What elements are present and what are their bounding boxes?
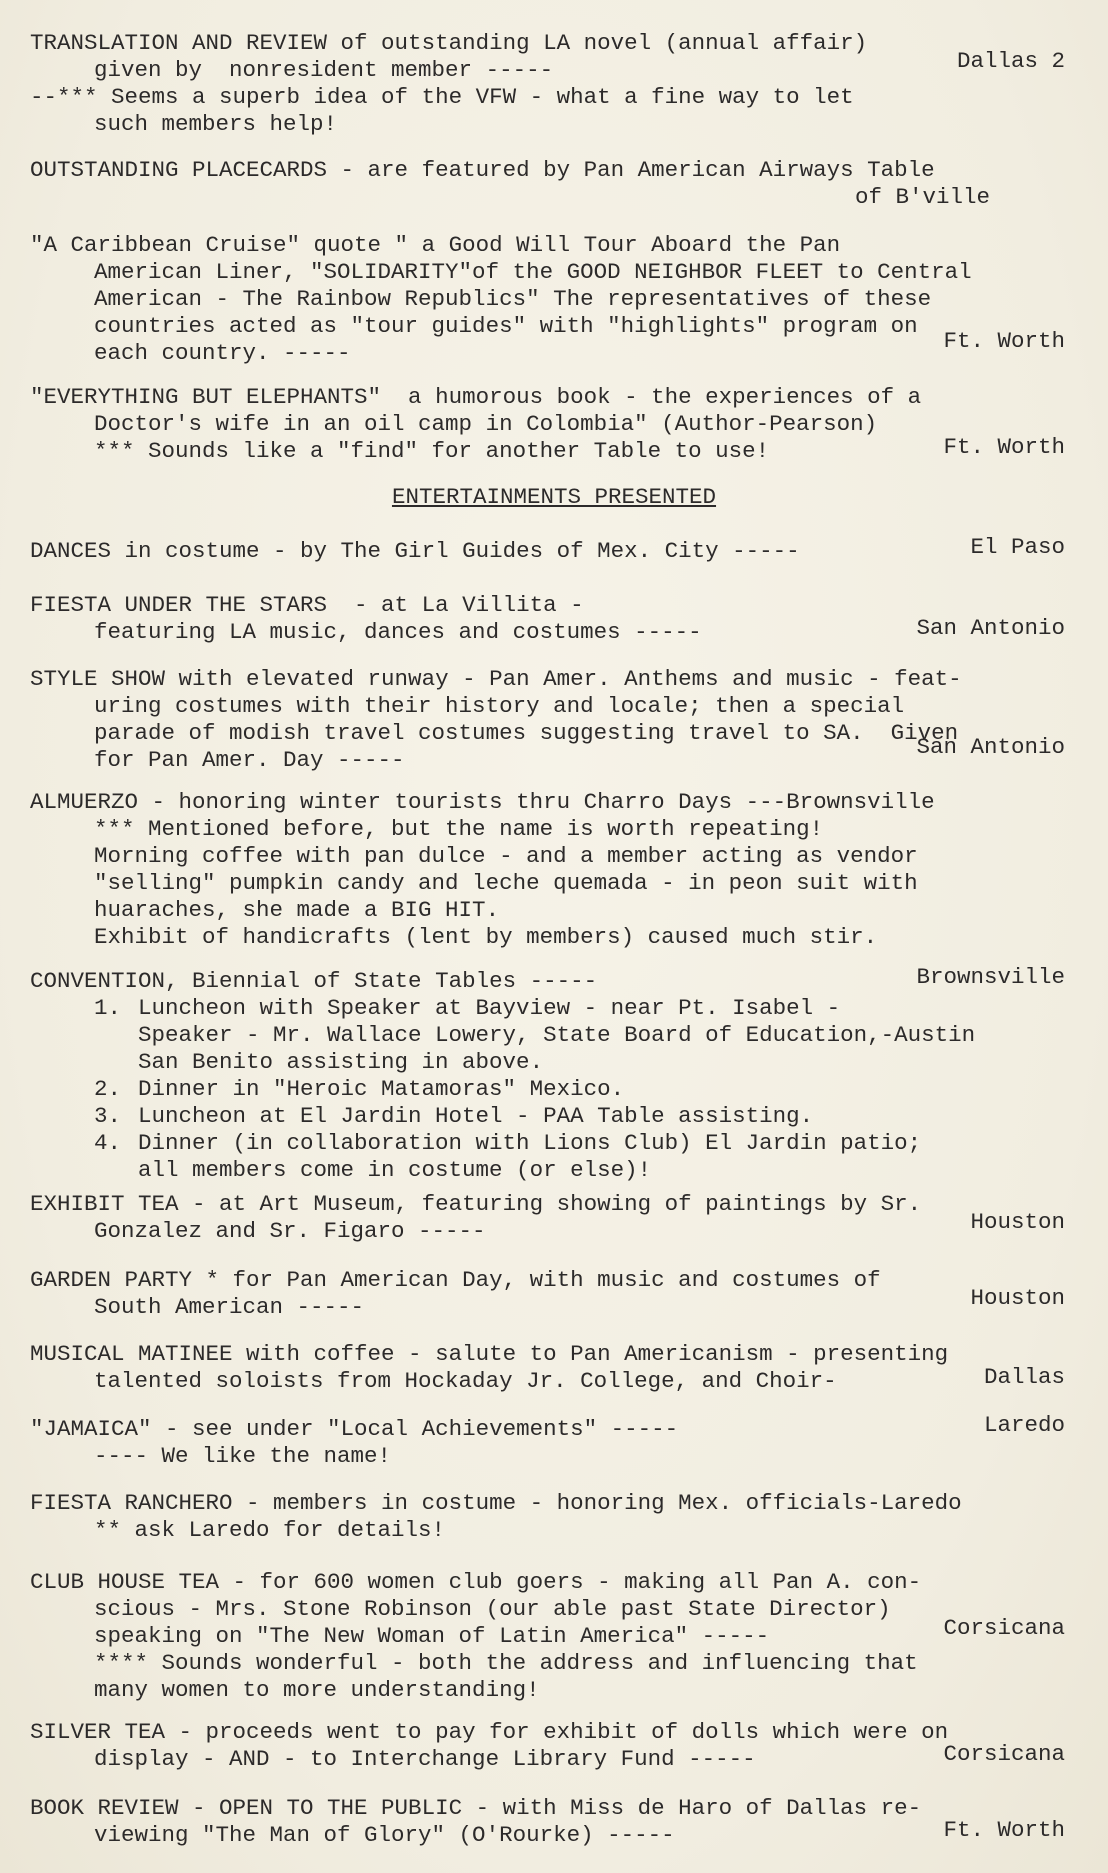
entry-dances [30, 534, 1065, 565]
entry-location: Ft. Worth [943, 328, 1065, 354]
entry-line: South American ----- [94, 1294, 365, 1320]
entry-line: --*** Seems a superb idea of the VFW - what a fine way to let [30, 84, 854, 110]
list-item-text: Luncheon at El Jardin Hotel - PAA Table assisting. [138, 1103, 814, 1129]
entry-line: EXHIBIT TEA - at Art Museum, featuring showing of paintings by Sr. [30, 1191, 922, 1217]
list-item-continuation: all members come in costume (or else)! [138, 1157, 652, 1183]
entry-line: OUTSTANDING PLACECARDS - are featured by Pan American Airways Table [30, 157, 935, 183]
entry-location: Corsicana [943, 1615, 1065, 1641]
entry-location: San Antonio [916, 734, 1065, 760]
entry-line: "JAMAICA" - see under "Local Achievements" ----- [30, 1416, 679, 1442]
entry-location: Ft. Worth [943, 1817, 1065, 1843]
list-item [94, 1103, 1065, 1130]
entry-line: talented soloists from Hockaday Jr. College, and Choir- [94, 1368, 837, 1394]
entry-line: scious - Mrs. Stone Robinson (our able past State Director) [94, 1596, 891, 1622]
entry-line: American - The Rainbow Republics" The representatives of these [94, 286, 932, 312]
entry-silver-tea [30, 1719, 1065, 1773]
entry-location: Dallas [983, 1364, 1065, 1390]
entry-location: Corsicana [943, 1741, 1065, 1767]
entry-line: ** ask Laredo for details! [94, 1517, 446, 1543]
entry-location: San Antonio [916, 615, 1065, 641]
entry-location: Ft. Worth [943, 434, 1065, 460]
list-item-number: 1. [94, 995, 122, 1021]
convention-list [30, 995, 1065, 1184]
entry-line: such members help! [94, 111, 338, 137]
entry-club-house-tea [30, 1569, 1065, 1704]
entry-line: American Liner, "SOLIDARITY"of the GOOD NEIGHBOR FLEET to Central [94, 259, 972, 285]
list-item-continuation: San Benito assisting in above. [138, 1049, 544, 1075]
entry-book-review [30, 1795, 1065, 1849]
entry-line: many women to more understanding! [94, 1677, 540, 1703]
entry-line: STYLE SHOW with elevated runway - Pan Amer. Anthems and music - feat- [30, 666, 962, 692]
entry-line: of B'ville [855, 184, 991, 210]
list-item-text: Dinner (in collaboration with Lions Club) El Jardin patio; [138, 1130, 922, 1156]
entry-line: CONVENTION, Biennial of State Tables ----- [30, 968, 598, 994]
entry-style-show [30, 666, 1065, 774]
section-heading: ENTERTAINMENTS PRESENTED [391, 484, 717, 510]
list-item [94, 1130, 1065, 1157]
entry-line: SILVER TEA - proceeds went to pay for exhibit of dolls which were on [30, 1719, 949, 1745]
entry-line: huaraches, she made a BIG HIT. [94, 897, 500, 923]
entry-line: countries acted as "tour guides" with "highlights" program on [94, 313, 918, 339]
entry-line: FIESTA RANCHERO - members in costume - honoring Mex. officials-Laredo [30, 1490, 962, 1516]
entry-line: ALMUERZO - honoring winter tourists thru Charro Days ---Brownsville [30, 789, 935, 815]
list-item-number: 3. [94, 1103, 122, 1129]
entry-line: viewing "The Man of Glory" (O'Rourke) ----- [94, 1822, 675, 1848]
list-item-continuation: Speaker - Mr. Wallace Lowery, State Board of Education,-Austin [138, 1022, 976, 1048]
entry-line: MUSICAL MATINEE with coffee - salute to Pan Americanism - presenting [30, 1341, 949, 1367]
entry-location: Laredo [983, 1412, 1065, 1438]
entry-line: FIESTA UNDER THE STARS - at La Villita - [30, 592, 584, 618]
entry-line: "EVERYTHING BUT ELEPHANTS" a humorous book - the experiences of a [30, 384, 922, 410]
entry-convention [30, 964, 1065, 1184]
entry-caribbean-cruise [30, 232, 1065, 367]
entry-line: parade of modish travel costumes suggesting travel to SA. Given [94, 720, 959, 746]
entry-garden-party [30, 1267, 1065, 1321]
entry-line: each country. ----- [94, 340, 351, 366]
entry-location: Dallas 2 [956, 48, 1065, 74]
entry-line: speaking on "The New Woman of Latin America" ----- [94, 1623, 770, 1649]
entry-fiesta-under-the-stars [30, 592, 1065, 646]
entry-line: featuring LA music, dances and costumes ----- [94, 619, 702, 645]
entry-line: GARDEN PARTY * for Pan American Day, with music and costumes of [30, 1267, 881, 1293]
list-item-number: 2. [94, 1076, 122, 1102]
entry-line: *** Mentioned before, but the name is worth repeating! [94, 816, 824, 842]
entry-location: Houston [970, 1285, 1065, 1311]
entry-line: "selling" pumpkin candy and leche quemada - in peon suit with [94, 870, 918, 896]
list-item [94, 995, 1065, 1022]
entry-line: Doctor's wife in an oil camp in Colombia" (Author-Pearson) [94, 411, 878, 437]
entry-line: *** Sounds like a "find" for another Table to use! [94, 438, 770, 464]
entry-line: Morning coffee with pan dulce - and a member acting as vendor [94, 843, 918, 869]
entry-line: "A Caribbean Cruise" quote " a Good Will Tour Aboard the Pan [30, 232, 841, 258]
entry-location: Houston [970, 1209, 1065, 1235]
entry-exhibit-tea [30, 1191, 1065, 1245]
entry-line: Exhibit of handicrafts (lent by members) caused much stir. [94, 924, 878, 950]
entry-fiesta-ranchero [30, 1490, 1065, 1544]
list-item-text: Dinner in "Heroic Matamoras" Mexico. [138, 1076, 625, 1102]
entry-outstanding-placecards [30, 157, 1065, 211]
entry-everything-but-elephants [30, 384, 1065, 465]
entry-line: CLUB HOUSE TEA - for 600 women club goers - making all Pan A. con- [30, 1569, 922, 1595]
entry-line: TRANSLATION AND REVIEW of outstanding LA novel (annual affair) [30, 30, 868, 56]
entry-line: ---- We like the name! [94, 1443, 392, 1469]
entry-line: DANCES in costume - by The Girl Guides of Mex. City ----- [30, 538, 800, 564]
entry-line: BOOK REVIEW - OPEN TO THE PUBLIC - with Miss de Haro of Dallas re- [30, 1795, 922, 1821]
entry-translation-review [30, 30, 1065, 138]
entry-line: uring costumes with their history and locale; then a special [94, 693, 905, 719]
entry-location: El Paso [970, 534, 1065, 560]
entry-musical-matinee [30, 1341, 1065, 1395]
list-item-number: 4. [94, 1130, 122, 1156]
entry-line: Gonzalez and Sr. Figaro ----- [94, 1218, 486, 1244]
entry-line: given by nonresident member ----- [94, 57, 554, 83]
entry-jamaica [30, 1412, 1065, 1470]
entry-line: display - AND - to Interchange Library Fund ----- [94, 1746, 756, 1772]
entry-line: for Pan Amer. Day ----- [94, 747, 405, 773]
list-item [94, 1076, 1065, 1103]
entry-line: **** Sounds wonderful - both the address and influencing that [94, 1650, 918, 1676]
entry-almuerzo [30, 789, 1065, 951]
entry-location: Brownsville [916, 964, 1065, 990]
list-item-text: Luncheon with Speaker at Bayview - near Pt. Isabel - [138, 995, 841, 1021]
